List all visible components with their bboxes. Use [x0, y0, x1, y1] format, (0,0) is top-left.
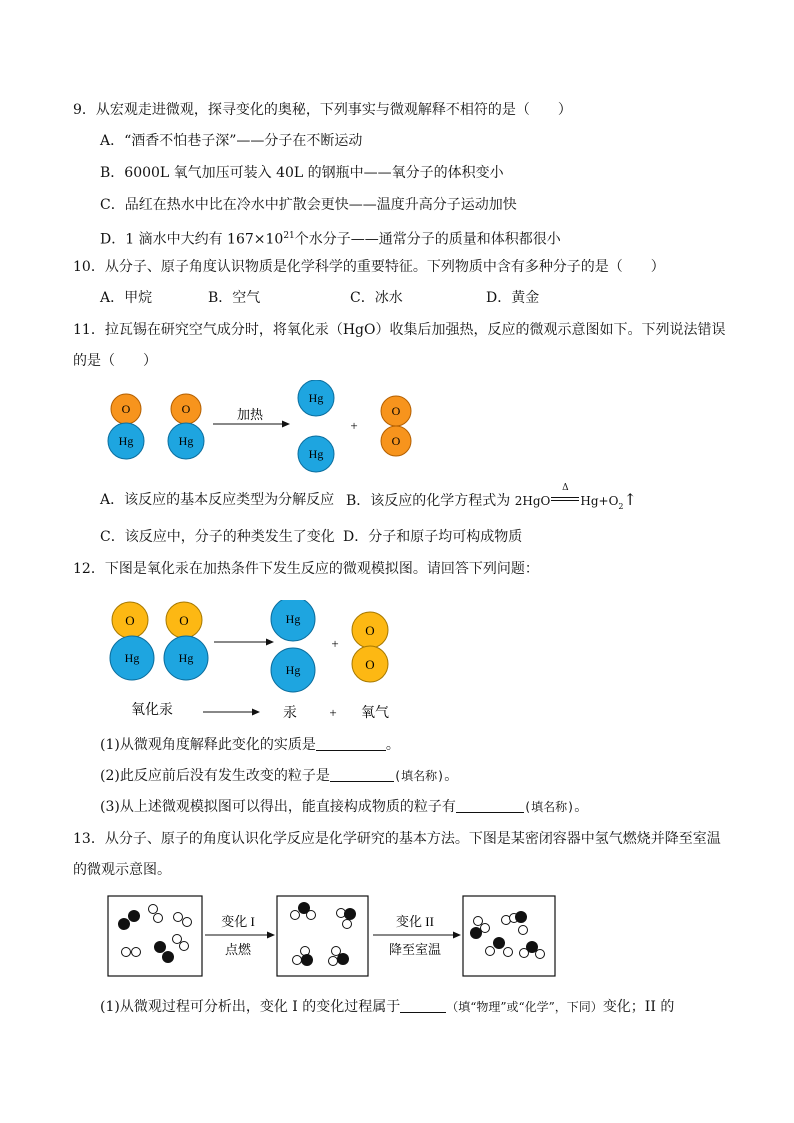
svg-text:Hg: Hg	[124, 651, 140, 665]
q13-part1: (1)从微观过程可分析出，变化 I 的变化过程属于 （填“物理”或“化学”，下同）变化；II 的	[100, 999, 675, 1015]
container-middle	[277, 896, 368, 976]
q9-option-c: C．品红在热水中比在冷水中扩散会更快——温度升高分子运动加快	[100, 197, 517, 213]
change2-condition: 降至室温	[388, 942, 442, 957]
plus-sign: +	[329, 705, 337, 720]
svg-text:Hg: Hg	[308, 391, 324, 405]
q12-part3: (3)从上述微观模拟图可以得出，能直接构成物质的粒子有 (填名称)。	[100, 799, 589, 815]
q12-reaction-diagram	[100, 600, 420, 725]
svg-text:O: O	[181, 402, 191, 416]
q11-option-b: B．该反应的化学方程式为 2HgO Δ $Hg+O_2↑$	[346, 483, 637, 511]
q13-stem-line1: 13．从分子、原子的角度认识化学反应是化学研究的基本方法。下图是某密闭容器中氢气燃烧并降至室温	[73, 831, 721, 847]
svg-text:O: O	[179, 613, 189, 628]
q11-stem-line2: 的是（ ）	[73, 353, 157, 369]
answer-blank	[456, 798, 524, 813]
q9-option-a: A．“酒香不怕巷子深”——分子在不断运动	[100, 133, 363, 149]
svg-text:Hg: Hg	[285, 612, 301, 626]
q12-part2: (2)此反应前后没有发生改变的粒子是 (填名称)。	[100, 768, 459, 784]
svg-text:O: O	[125, 613, 135, 628]
q13-stem-line2: 的微观示意图。	[73, 862, 171, 878]
q11-option-a: A．该反应的基本反应类型为分解反应	[100, 492, 335, 508]
q12-stem: 12．下图是氧化汞在加热条件下发生反应的微观模拟图。请回答下列问题：	[73, 561, 539, 577]
q12-part1: (1)从微观角度解释此变化的实质是 。	[100, 737, 400, 753]
q9-stem: 9．从宏观走进微观，探寻变化的奥秘，下列事实与微观解释不相符的是（ ）	[73, 102, 572, 118]
plus-sign: +	[331, 636, 339, 651]
label-mercury: 汞	[283, 706, 297, 721]
svg-text:Hg: Hg	[178, 651, 194, 665]
plus-sign: +	[350, 418, 358, 433]
svg-text:O: O	[365, 657, 375, 672]
q10-stem: 10．从分子、原子角度认识物质是化学科学的重要特征。下列物质中含有多种分子的是（ ）	[73, 259, 665, 275]
answer-blank	[316, 736, 386, 751]
q10-option-b: B．空气	[208, 290, 261, 306]
label-mercury-oxide: 氧化汞	[131, 703, 173, 718]
arrow-label: 加热	[236, 407, 264, 422]
q13-process-diagram	[107, 895, 557, 980]
svg-text:Hg: Hg	[308, 447, 324, 461]
answer-blank	[330, 767, 394, 782]
q10-option-d: D．黄金	[486, 290, 540, 306]
change1-label: 变化 I	[221, 914, 255, 929]
q11-stem-line1: 11．拉瓦锡在研究空气成分时，将氧化汞（HgO）收集后加强热，反应的微观示意图如下。下列说法错误	[73, 322, 726, 338]
q11-option-d: D．分子和原子均可构成物质	[343, 529, 523, 545]
svg-text:O: O	[391, 434, 401, 448]
change2-label: 变化 II	[396, 914, 434, 929]
answer-blank	[400, 998, 446, 1013]
svg-text:Hg: Hg	[285, 663, 301, 677]
svg-text:O: O	[365, 623, 375, 638]
svg-text:Hg: Hg	[178, 434, 194, 448]
change1-condition: 点燃	[224, 942, 252, 957]
q10-option-a: A．甲烷	[100, 290, 153, 306]
q10-option-c: C．冰水	[350, 290, 403, 306]
q11-option-c: C．该反应中，分子的种类发生了变化	[100, 529, 335, 545]
label-oxygen: 氧气	[361, 706, 389, 721]
q9-option-d: D．1 滴水中大约有 $167\times 10^{21}$个水分子——通常分子的质量和体积都很小	[100, 231, 561, 248]
q9-option-b: B．6000L 氧气加压可装入 40L 的钢瓶中——氧分子的体积变小	[100, 165, 504, 181]
svg-text:Hg: Hg	[118, 434, 134, 448]
svg-text:O: O	[121, 402, 131, 416]
q11-reaction-diagram	[100, 380, 430, 475]
svg-text:O: O	[391, 404, 401, 418]
